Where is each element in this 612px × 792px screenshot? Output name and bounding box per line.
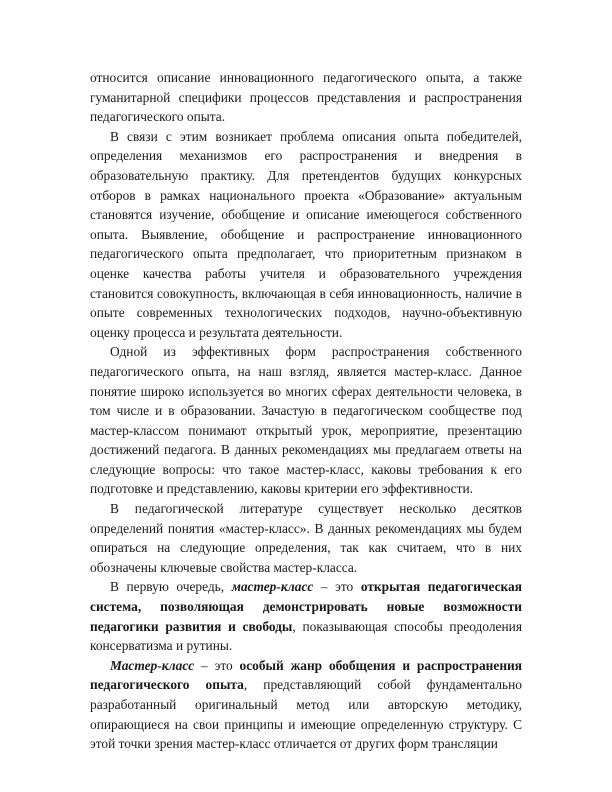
paragraph-master-class-intro [90,342,522,499]
paragraph-continuation [90,68,522,127]
text-run: , представляющий собой фундаментально разработанный оригинальный метод или авторскую методику, опирающиеся на свои принципы и имеющие определенную структуру. С этой точки зрения мастер-класс отличается от других форм трансляции [90,677,523,752]
definition-emphasis: открытая педагогическая система, позволяющая демонстрировать новые возможности педагогики развития и свободы [90,579,522,634]
text-run: В первую очередь, [110,579,232,595]
text-run: В связи с этим возникает проблема описания опыта победителей, определения механизмов его распространения и внедрения в образовательную практику. Для претендентов будущих конкурсных отборов в рамках национального проекта «Образование» актуальным становятся изучение, обобщение и описание имеющегося собственного опыта. Выявление, обобщение и распространение инновационного педагогического опыта предполагает, что приоритетным признаком в оценке качества работы учителя и образовательного учреждения становится совокупность, включающая в себя инновационность, наличие в опыте современных технологических подходов, научно-объективную оценку процесса и результата деятельности. [90,128,522,340]
paragraph-definition-1 [90,577,522,655]
term-emphasis: мастер-класс [231,579,314,595]
paragraph-problem [90,127,522,343]
definition-emphasis: особый жанр обобщения и распространения педагогического опыта [90,657,522,693]
text-run: , показывающая способы преодоления консерватизма и рутины. [90,618,522,654]
paragraph-definition-2 [90,656,522,754]
paragraph-definitions [90,499,522,577]
document-page [90,68,522,754]
text-run: В педагогической литературе существует несколько десятков определений понятия «мастер-класс». В данных рекомендациях мы будем опираться на следующие определения, так как считаем, что в них обозначены ключевые свойства мастер-класса. [90,501,522,575]
text-run: относится описание инновационного педагогического опыта, а также гуманитарной специфики процессов представления и распространения педагогического опыта. [90,70,522,125]
text-run: – это [313,579,361,595]
text-run: – это [194,657,240,673]
term-emphasis: Мастер-класс [110,657,195,673]
text-run: Одной из эффективных форм распространения собственного педагогического опыта, на наш взгляд, является мастер-класс. Данное понятие широко используется во многих сферах деятельности человека, в том числе и в образовании. Зачастую в педагогическом сообществе под мастер-классом понимают открытый урок, мероприятие, презентацию достижений педагога. В данных рекомендациях мы предлагаем ответы на следующие вопросы: что такое мастер-класс, каковы требования к его подготовке и представлению, каковы критерии его эффективности. [90,344,522,497]
